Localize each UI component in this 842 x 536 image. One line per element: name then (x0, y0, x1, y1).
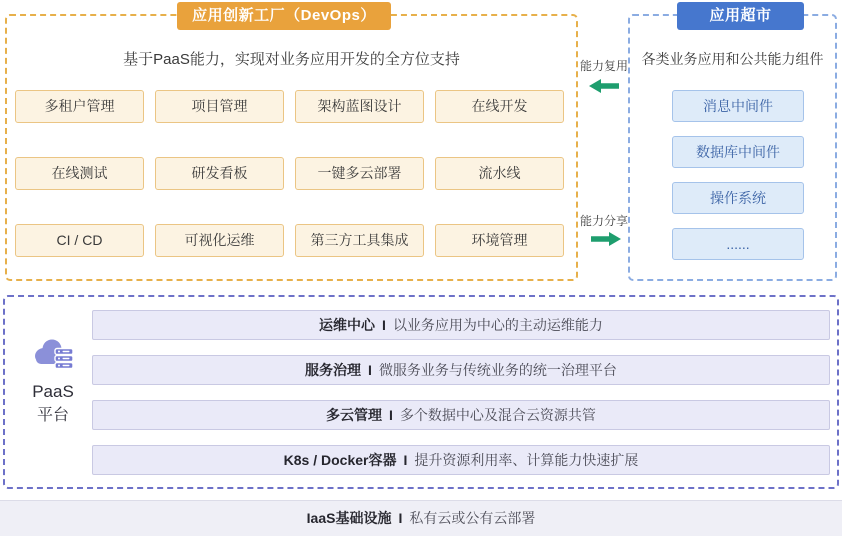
row-title: 多云管理 (326, 407, 383, 423)
capability-chip: CI / CD (15, 224, 144, 257)
paas-label-line1: PaaS (32, 382, 74, 401)
iaas-bar (0, 500, 842, 536)
row-separator: I (389, 407, 393, 423)
paas-row-multicloud (92, 400, 830, 430)
row-separator: I (403, 452, 408, 468)
paas-box (3, 295, 839, 489)
devops-subtitle: 基于PaaS能力，实现对业务应用开发的全方位支持 (123, 51, 460, 68)
iaas-separator: I (398, 510, 403, 526)
capability-chip: 环境管理 (435, 224, 564, 257)
row-title: 运维中心 (319, 317, 376, 333)
capability-chip: 在线测试 (15, 157, 144, 190)
paas-platform-label (15, 337, 91, 428)
paas-cloud-icon (31, 358, 75, 375)
paas-rows (92, 310, 830, 475)
market-list (672, 90, 804, 260)
capability-chip: 可视化运维 (155, 224, 284, 257)
paas-row-k8s-docker (92, 445, 830, 475)
row-title: 服务治理 (305, 362, 362, 378)
paas-label-line2: 平台 (36, 407, 69, 424)
iaas-title: IaaS基础设施 (306, 510, 392, 526)
capability-chip: 项目管理 (155, 90, 284, 123)
market-chip: 操作系统 (672, 182, 804, 214)
market-chip: 消息中间件 (672, 90, 804, 122)
capability-chip: 研发看板 (155, 157, 284, 190)
iaas-desc: 私有云或公有云部署 (409, 510, 536, 526)
capability-chip: 第三方工具集成 (295, 224, 424, 257)
capability-reuse-label: 能力复用 (579, 59, 628, 73)
market-box (628, 14, 837, 281)
market-box-title: 应用超市 (677, 2, 804, 30)
capability-chip: 多租户管理 (15, 90, 144, 123)
market-subtitle: 各类业务应用和公共能力组件 (641, 51, 824, 67)
paas-row-ops-center (92, 310, 830, 340)
market-chip: ...... (672, 228, 804, 260)
capability-share-label: 能力分享 (579, 214, 628, 228)
row-title: K8s / Docker容器 (283, 452, 397, 468)
row-separator: I (368, 362, 372, 378)
capability-chip: 一键多云部署 (295, 157, 424, 190)
capability-grid (15, 90, 564, 257)
devops-box (5, 14, 578, 281)
capability-chip: 流水线 (435, 157, 564, 190)
arrow-right-icon (591, 232, 621, 251)
row-desc: 微服务业务与传统业务的统一治理平台 (378, 362, 617, 378)
row-desc: 提升资源利用率、计算能力快速扩展 (414, 452, 639, 468)
row-desc: 多个数据中心及混合云资源共管 (399, 407, 596, 423)
capability-chip: 架构蓝图设计 (295, 90, 424, 123)
paas-row-service-governance (92, 355, 830, 385)
row-desc: 以业务应用为中心的主动运维能力 (392, 317, 603, 333)
devops-box-title: 应用创新工厂（DevOps） (177, 2, 391, 30)
market-chip: 数据库中间件 (672, 136, 804, 168)
capability-chip: 在线开发 (435, 90, 564, 123)
row-separator: I (382, 317, 386, 333)
arrow-left-icon (589, 79, 619, 98)
